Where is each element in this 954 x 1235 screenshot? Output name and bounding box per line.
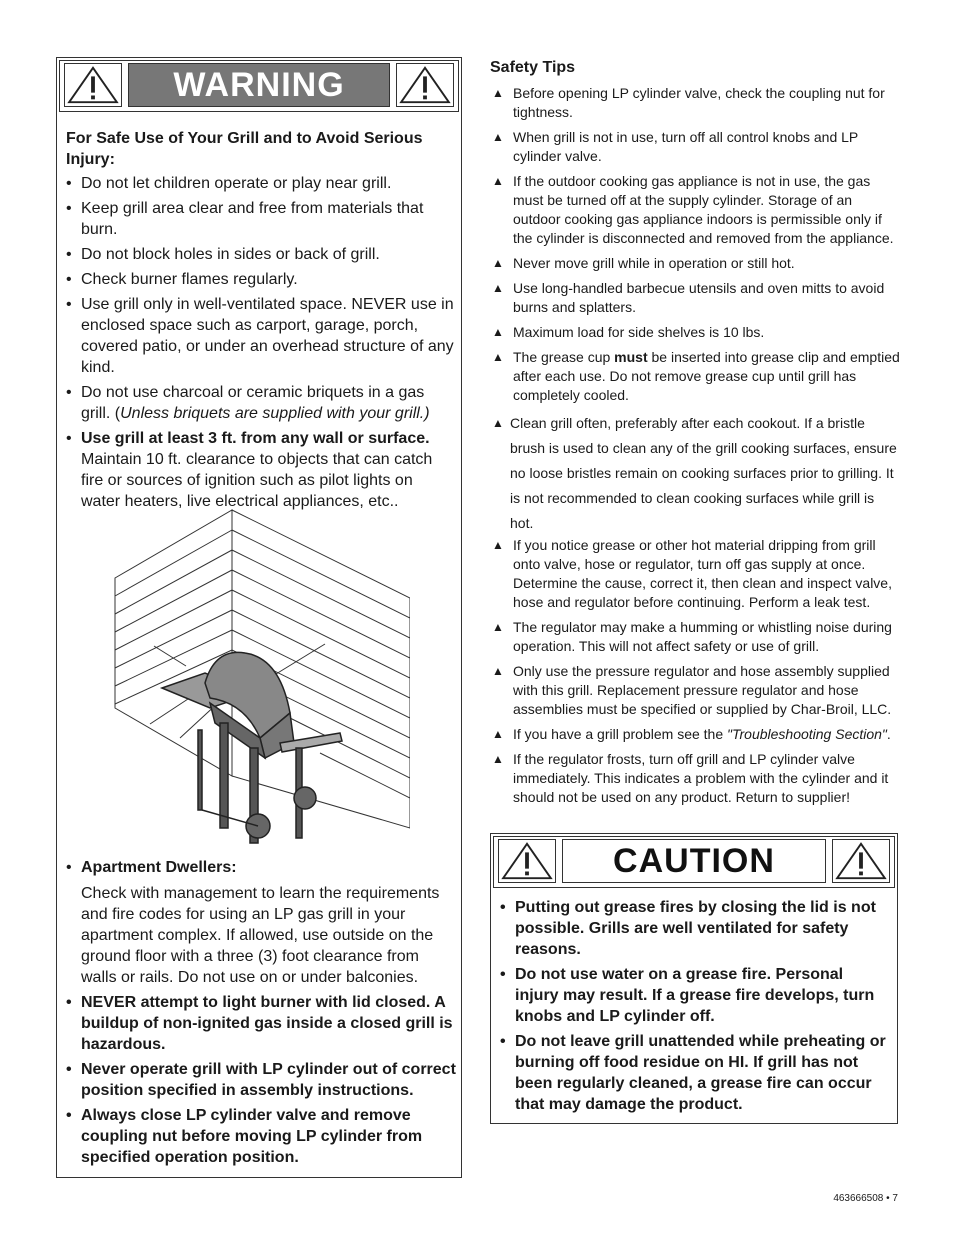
caution-title: CAUTION [613, 842, 775, 880]
apartment-text: Check with management to learn the requirements and fire codes for using an LP gas grill in your apartment complex. If allowed, use outside on the ground floor with a three (3) foot clearance from walls or rails. Do not use on or under balconies. [81, 885, 440, 986]
list-item: • Keep grill area clear and free from materials that burn. [66, 198, 456, 240]
safety-tips-title: Safety Tips [490, 59, 576, 76]
list-item: • Check burner flames regularly. [66, 269, 456, 290]
caution-banner [493, 836, 895, 888]
caution-box [490, 833, 898, 1124]
apartment-heading: Apartment Dwellers: [81, 859, 237, 876]
list-item: ▲ If you notice grease or other hot material dripping from grill onto valve, hose or regulator, turn off gas supply at once. Determine the cause, correct it, then clean and inspect valve, hose and regulator before continuing. Perform a leak test. [490, 536, 900, 612]
warning-box [56, 57, 462, 1178]
caution-list [500, 897, 890, 1119]
list-item: • Always close LP cylinder valve and remove coupling nut before moving LP cylinder from specified operation position. [66, 1105, 456, 1168]
warning-title: WARNING [173, 66, 345, 104]
grease-cup-must: must [614, 349, 648, 365]
page-number: 463666508 • 7 [833, 1193, 898, 1204]
list-item: ▲ Before opening LP cylinder valve, check the coupling nut for tightness. [490, 84, 900, 122]
list-item: ▲ Only use the pressure regulator and hose assembly supplied with this grill. Replacement pressure regulator and hose assemblies must be specified or supplied by Char-Broil, LLC. [490, 662, 900, 719]
charcoal-italic: Unless briquets are supplied with your grill.) [120, 405, 430, 422]
list-item: • Putting out grease fires by closing the lid is not possible. Grills are well ventilated for safety reasons. [500, 897, 890, 960]
list-item [490, 348, 900, 405]
warning-list-bold [66, 857, 456, 1172]
warning-title-box [128, 63, 390, 107]
charcoal-text: Do not use charcoal or ceramic briquets in a gas grill. ( [81, 384, 425, 422]
clearance-text: Maintain 10 ft. clearance to objects that can catch fire or sources of ignition such as pilot lights on water heaters, live electrical appliances, etc.. [81, 451, 433, 510]
list-item [490, 725, 900, 744]
list-item: ▲ Use long-handled barbecue utensils and oven mitts to avoid burns and splatters. [490, 279, 900, 317]
grill-clearance-illustration [110, 508, 410, 848]
trouble-text: If you have a grill problem see the [513, 726, 728, 742]
list-item: ▲ Clean grill often, preferably after each cookout. If a bristle brush is used to clean any of the grill cooking surfaces, ensure no loose bristles remain on cooking surfaces prior to grilling. It is not recommended to clean cooking surfaces while grill is hot. [490, 411, 900, 536]
warning-triangle-icon [64, 63, 122, 107]
warning-triangle-icon [396, 63, 454, 107]
list-item: • Do not leave grill unattended while preheating or burning off food residue on HI. If grill has not been regularly cleaned, a grease fire can occur that may damage the product. [500, 1031, 890, 1115]
list-item: ▲ If the regulator frosts, turn off grill and LP cylinder valve immediately. This indicates a problem with the cylinder and it should not be used on any product. Return to supplier! [490, 750, 900, 807]
list-item [66, 382, 456, 424]
list-item [66, 428, 456, 512]
warning-intro: For Safe Use of Your Grill and to Avoid Serious Injury: [66, 130, 423, 168]
list-item: ▲ Never move grill while in operation or still hot. [490, 254, 900, 273]
list-item: ▲ Maximum load for side shelves is 10 lbs. [490, 323, 900, 342]
safety-tips-list [490, 84, 900, 813]
warning-list [66, 173, 456, 516]
list-item: • Do not use water on a grease fire. Personal injury may result. If a grease fire develops, turn knobs and LP cylinder off. [500, 964, 890, 1027]
caution-title-box [562, 839, 826, 883]
caution-triangle-icon [832, 839, 890, 883]
list-item: ▲ If the outdoor cooking gas appliance is not in use, the gas must be turned off at the supply cylinder. Storage of an outdoor cooking gas appliance indoors is permissible only if the cylinder is disconnected and removed from the appliance. [490, 172, 900, 248]
list-item: • Do not let children operate or play near grill. [66, 173, 456, 194]
clearance-bold: Use grill at least 3 ft. from any wall or surface. [81, 430, 430, 447]
list-item: • Do not block holes in sides or back of grill. [66, 244, 456, 265]
list-item: ▲ When grill is not in use, turn off all control knobs and LP cylinder valve. [490, 128, 900, 166]
list-item [66, 857, 456, 988]
grease-cup-text-2: be inserted into grease clip and emptied after each use. Do not remove grease cup until grill has completely cooled. [513, 349, 900, 403]
grease-cup-text: The grease cup [513, 349, 615, 365]
list-item: • NEVER attempt to light burner with lid closed. A buildup of non-ignited gas inside a closed grill is hazardous. [66, 992, 456, 1055]
warning-banner [59, 60, 459, 112]
list-item: • Use grill only in well-ventilated space. NEVER use in enclosed space such as carport, garage, porch, covered patio, or under an overhead structure of any kind. [66, 294, 456, 378]
trouble-italic: "Troubleshooting Section" [727, 726, 887, 742]
trouble-period: . [886, 726, 891, 742]
list-item: • Never operate grill with LP cylinder out of correct position specified in assembly instructions. [66, 1059, 456, 1101]
caution-triangle-icon [498, 839, 556, 883]
list-item: ▲ The regulator may make a humming or whistling noise during operation. This will not affect safety or use of grill. [490, 618, 900, 656]
